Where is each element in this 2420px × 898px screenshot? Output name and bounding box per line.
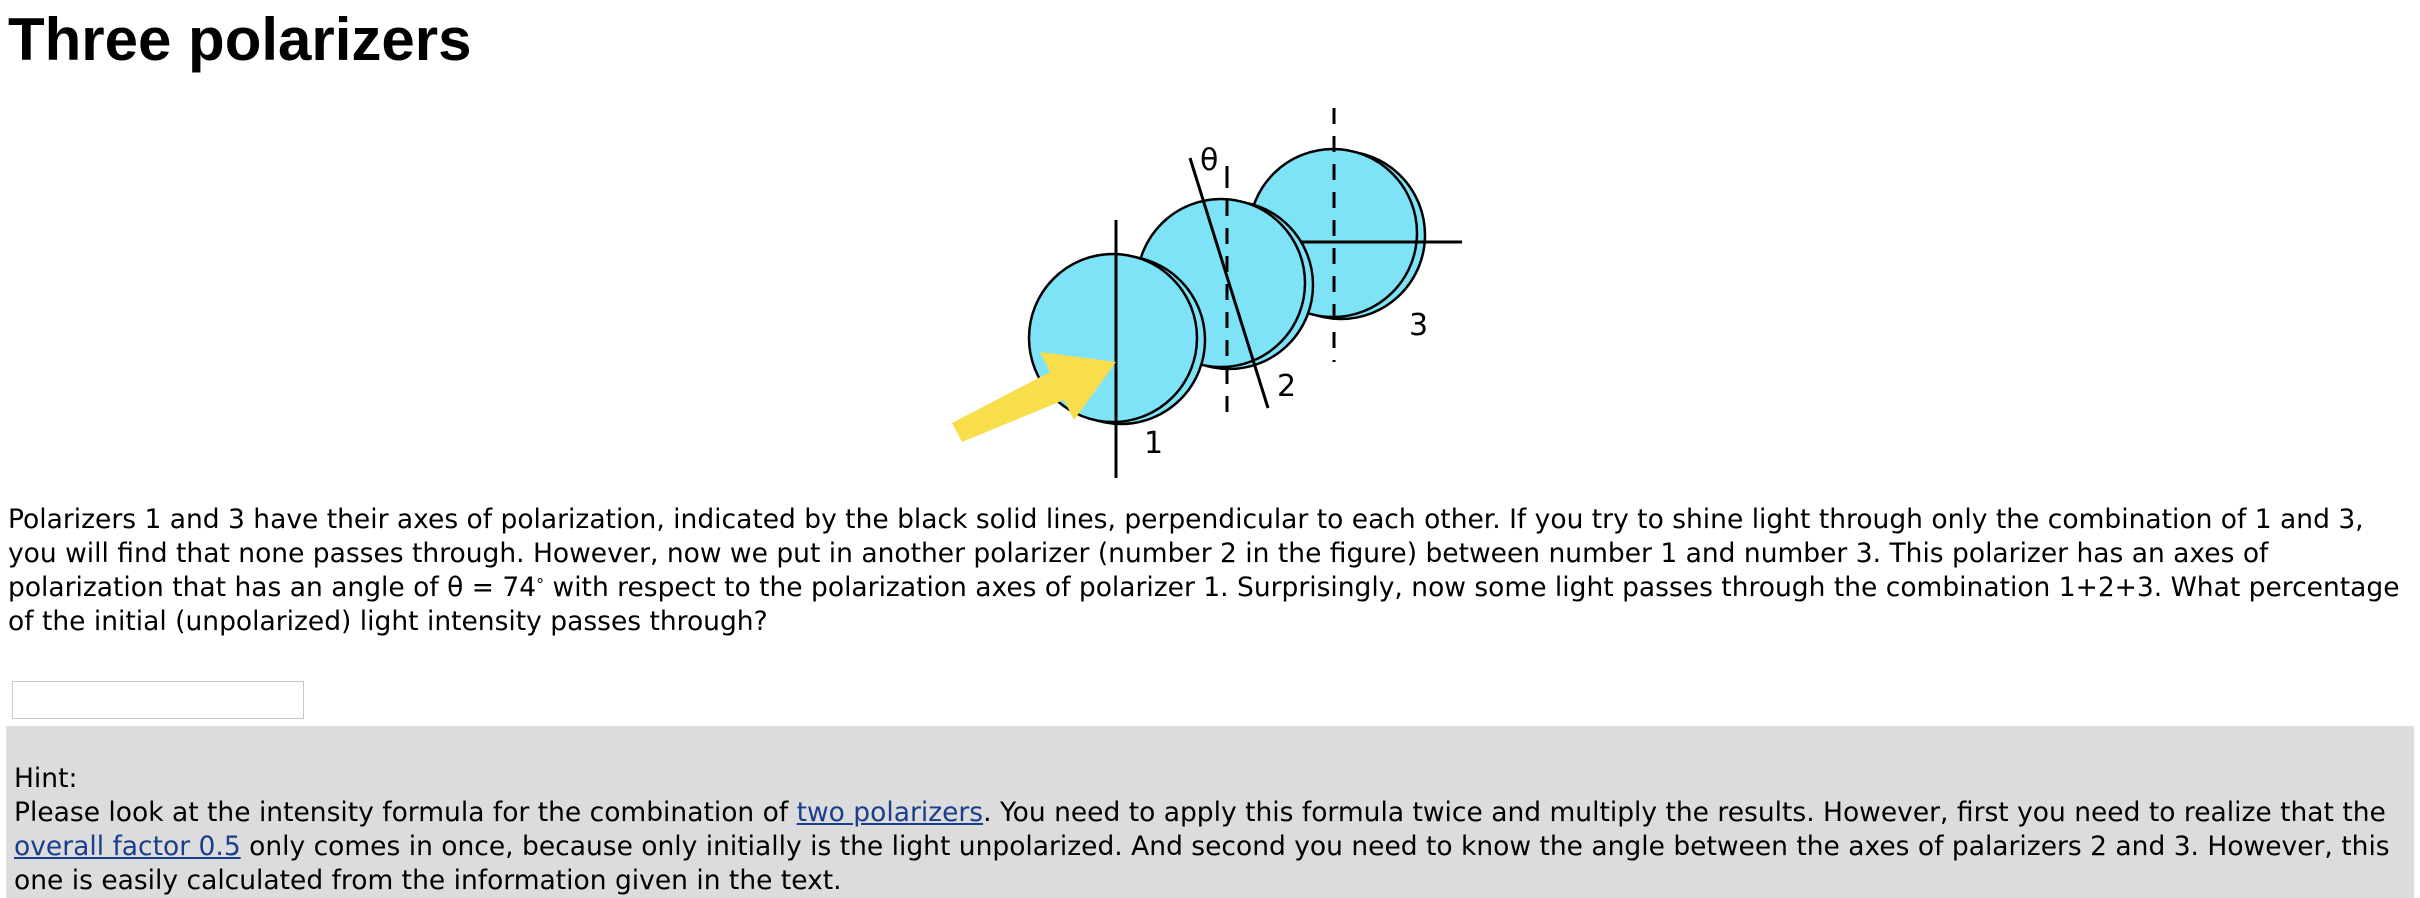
question-text xyxy=(8,503,2412,639)
page-title: Three polarizers xyxy=(8,6,472,73)
hint-text xyxy=(14,796,2406,898)
label-polarizer-1: 1 xyxy=(1144,426,1164,461)
degree-symbol: ° xyxy=(536,575,545,594)
question-part-2: with respect to the polarization axes of polarizer 1. Surprisingly, now some light passes through the combination 1+2+3. What percentage of the initial (unpolarized) light intensity passes through? xyxy=(8,572,2400,637)
question-part-1: Polarizers 1 and 3 have their axes of polarization, indicated by the black solid lines, perpendicular to each other. If you try to shine light through only the combination of 1 and 3, you will find that none passes through. However, now we put in another polarizer (number 2 in the figure) between number 1 and number 3. This polarizer has an axes of polarization that has an angle of θ = 74 xyxy=(8,504,2364,603)
hint-text-1: Please look at the intensity formula for the combination of xyxy=(14,797,797,828)
label-polarizer-3: 3 xyxy=(1409,308,1429,343)
hint-heading: Hint: xyxy=(14,763,78,794)
label-polarizer-2: 2 xyxy=(1277,369,1297,404)
label-theta: θ xyxy=(1200,143,1219,178)
answer-input[interactable] xyxy=(12,681,304,719)
hint-box xyxy=(6,726,2414,898)
polarizer-diagram xyxy=(950,100,1470,490)
polarizer-figure xyxy=(950,100,1470,490)
hint-text-2: . You need to apply this formula twice and multiply the results. However, first you need to realize that the xyxy=(983,797,2386,828)
two-polarizers-link[interactable]: two polarizers xyxy=(796,797,984,828)
hint-text-3: only comes in once, because only initially is the light unpolarized. And second you need to know the angle between the axes of palarizers 2 and 3. However, this one is easily calculated from the information given in the text. xyxy=(14,831,2390,896)
overall-factor-link[interactable]: overall factor 0.5 xyxy=(14,831,241,862)
